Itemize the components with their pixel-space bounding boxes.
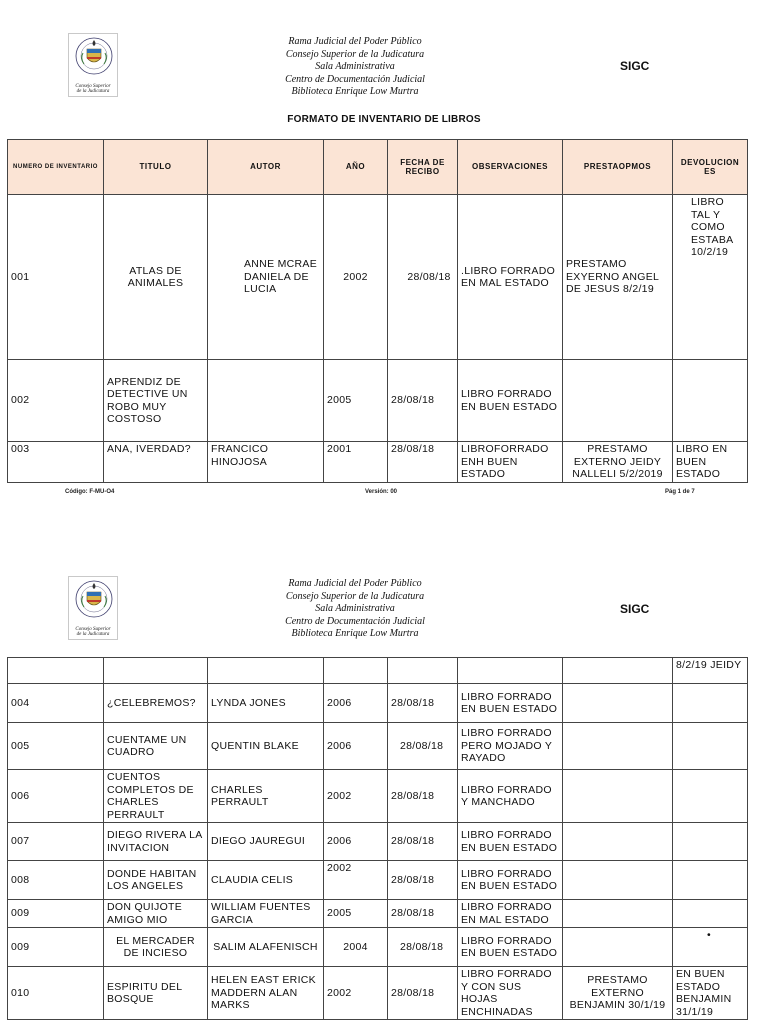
cell-author (208, 360, 324, 442)
cell-loans: PRESTAMO EXYERNO ANGEL DE JESUS 8/2/19 (563, 195, 673, 360)
institution-header (240, 578, 470, 641)
cell-title: ANA, IVERDAD? (104, 442, 208, 483)
cell-inventory-number: 010 (8, 967, 104, 1020)
institution-header (240, 36, 470, 99)
cell-title: APRENDIZ DE DETECTIVE UN ROBO MUY COSTOSO (104, 360, 208, 442)
cell-date: 28/08/18 (388, 861, 458, 900)
cell-year: 2002 (324, 195, 388, 360)
table-row (8, 967, 748, 1020)
cell-returns (673, 861, 748, 900)
document-title: FORMATO DE INVENTARIO DE LIBROS (287, 114, 481, 125)
institution-line: Sala Administrativa (315, 61, 395, 73)
cell-author: CHARLES PERRAULT (208, 770, 324, 823)
institution-line: Rama Judicial del Poder Público (288, 578, 422, 589)
cell-observations: LIBRO FORRADO EN BUEN ESTADO (458, 684, 563, 723)
column-header: DEVOLUCION ES (673, 140, 748, 195)
cell-title: CUENTOS COMPLETOS DE CHARLES PERRAULT (104, 770, 208, 823)
column-header: AÑO (324, 140, 388, 195)
cell-year: 2006 (324, 723, 388, 770)
cell-loans (563, 823, 673, 861)
table-row (8, 861, 748, 900)
cell-author: LYNDA JONES (208, 684, 324, 723)
cell-inventory-number (8, 658, 104, 684)
cell-inventory-number: 003 (8, 442, 104, 483)
cell-returns: LIBRO TAL Y COMO ESTABA 10/2/19 (673, 195, 748, 360)
cell-title: DIEGO RIVERA LA INVITACION (104, 823, 208, 861)
cell-year: 2006 (324, 823, 388, 861)
table-row (8, 360, 748, 442)
cell-observations: LIBRO FORRADO Y MANCHADO (458, 770, 563, 823)
table-row (8, 723, 748, 770)
cell-author: HELEN EAST ERICK MADDERN ALAN MARKS (208, 967, 324, 1020)
cell-year: 2002 (324, 770, 388, 823)
institution-line: Consejo Superior de la Judicatura (285, 590, 425, 602)
cell-year: 2002 (324, 861, 388, 900)
cell-loans (563, 770, 673, 823)
cell-title: DON QUIJOTE AMIGO MIO (104, 900, 208, 928)
institution-line: Centro de Documentación Judicial (285, 73, 425, 85)
cell-returns (673, 900, 748, 928)
cell-inventory-number: 009 (8, 900, 104, 928)
cell-inventory-number: 004 (8, 684, 104, 723)
cell-year: 2005 (324, 360, 388, 442)
cell-returns (673, 723, 748, 770)
cell-year: 2001 (324, 442, 388, 483)
cell-loans (563, 900, 673, 928)
cell-date: 28/08/18 (388, 723, 458, 770)
cell-loans (563, 723, 673, 770)
cell-returns (673, 684, 748, 723)
cell-title: ¿CELEBREMOS? (104, 684, 208, 723)
table-row (8, 928, 748, 967)
cell-date: 28/08/18 (388, 928, 458, 967)
cell-loans: PRESTAMO EXTERNO BENJAMIN 30/1/19 (563, 967, 673, 1020)
cell-year: 2006 (324, 684, 388, 723)
cell-observations: LIBRO FORRADO EN BUEN ESTADO (458, 360, 563, 442)
cell-observations: LIBRO FORRADO PERO MOJADO Y RAYADO (458, 723, 563, 770)
cell-author: SALIM ALAFENISCH (208, 928, 324, 967)
cell-observations: LIBRO FORRADO EN MAL ESTADO (458, 900, 563, 928)
cell-loans (563, 360, 673, 442)
cell-inventory-number: 006 (8, 770, 104, 823)
cell-date (388, 658, 458, 684)
cell-title: CUENTAME UN CUADRO (104, 723, 208, 770)
institution-line: Rama Judicial del Poder Público (288, 36, 422, 47)
coat-of-arms-icon (75, 579, 113, 619)
cell-author (208, 658, 324, 684)
judicial-logo (68, 576, 118, 640)
cell-date: 28/08/18 (388, 900, 458, 928)
cell-inventory-number: 005 (8, 723, 104, 770)
cell-returns: EN BUEN ESTADO BENJAMIN 31/1/19 (673, 967, 748, 1020)
coat-of-arms-icon (75, 36, 113, 76)
cell-returns: LIBRO EN BUEN ESTADO (673, 442, 748, 483)
cell-loans (563, 928, 673, 967)
cell-year: 2002 (324, 967, 388, 1020)
cell-loans: PRESTAMO EXTERNO JEIDY NALLELI 5/2/2019 (563, 442, 673, 483)
page-2 (0, 572, 768, 1024)
table-row (8, 684, 748, 723)
cell-inventory-number: 007 (8, 823, 104, 861)
cell-observations (458, 658, 563, 684)
cell-date: 28/08/18 (388, 823, 458, 861)
inventory-table-continued (7, 657, 748, 1020)
column-header: AUTOR (208, 140, 324, 195)
cell-date: 28/08/18 (388, 770, 458, 823)
column-header: PRESTAOPMOS (563, 140, 673, 195)
table-row (8, 823, 748, 861)
footer-page: Pág 1 de 7 (665, 489, 695, 495)
cell-date: 28/08/18 (388, 442, 458, 483)
cell-loans (563, 861, 673, 900)
table-row (8, 442, 748, 483)
institution-line: Consejo Superior de la Judicatura (285, 48, 425, 60)
logo-caption-1: Consejo Superior (75, 627, 111, 632)
cell-author: DIEGO JAUREGUI (208, 823, 324, 861)
column-header: OBSERVACIONES (458, 140, 563, 195)
table-row (8, 195, 748, 360)
cell-observations: LIBRO FORRADO EN BUEN ESTADO (458, 928, 563, 967)
judicial-logo (68, 33, 118, 97)
table-row (8, 658, 748, 684)
logo-caption-2: de la Judicatura (76, 632, 110, 637)
table-row (8, 770, 748, 823)
cell-observations: LIBRO FORRADO EN BUEN ESTADO (458, 823, 563, 861)
cell-observations: LIBROFORRADO ENH BUEN ESTADO (458, 442, 563, 483)
institution-line: Biblioteca Enrique Low Murtra (291, 86, 419, 98)
cell-returns: • (673, 928, 748, 967)
cell-observations: LIBRO FORRADO Y CON SUS HOJAS ENCHINADAS (458, 967, 563, 1020)
footer-version: Versión: 00 (365, 489, 398, 495)
cell-author: WILLIAM FUENTES GARCIA (208, 900, 324, 928)
cell-author: FRANCICO HINOJOSA (208, 442, 324, 483)
cell-date: 28/08/18 (388, 195, 458, 360)
cell-title: EL MERCADER DE INCIESO (104, 928, 208, 967)
cell-title: ATLAS DE ANIMALES (104, 195, 208, 360)
cell-date: 28/08/18 (388, 360, 458, 442)
cell-observations: LIBRO FORRADO EN BUEN ESTADO (458, 861, 563, 900)
cell-author: QUENTIN BLAKE (208, 723, 324, 770)
cell-title: DONDE HABITAN LOS ANGELES (104, 861, 208, 900)
column-header: NUMERO DE INVENTARIO (8, 140, 104, 195)
cell-author: CLAUDIA CELIS (208, 861, 324, 900)
institution-line: Biblioteca Enrique Low Murtra (291, 628, 419, 640)
cell-inventory-number: 001 (8, 195, 104, 360)
cell-inventory-number: 009 (8, 928, 104, 967)
cell-year: 2004 (324, 928, 388, 967)
system-label: SIGC (620, 602, 650, 616)
cell-returns (673, 823, 748, 861)
page-1 (0, 0, 768, 510)
cell-observations: .LIBRO FORRADO EN MAL ESTADO (458, 195, 563, 360)
cell-loans (563, 658, 673, 684)
inventory-table (7, 139, 748, 483)
logo-caption-2: de la Judicatura (76, 89, 110, 94)
cell-year: 2005 (324, 900, 388, 928)
cell-returns (673, 360, 748, 442)
table-header-row (8, 140, 748, 195)
logo-caption-1: Consejo Superior (75, 84, 111, 89)
cell-year (324, 658, 388, 684)
column-header: FECHA DE RECIBO (388, 140, 458, 195)
column-header: TITULO (104, 140, 208, 195)
cell-loans (563, 684, 673, 723)
cell-inventory-number: 002 (8, 360, 104, 442)
cell-date: 28/08/18 (388, 684, 458, 723)
cell-title: ESPIRITU DEL BOSQUE (104, 967, 208, 1020)
system-label: SIGC (620, 59, 650, 73)
institution-line: Centro de Documentación Judicial (285, 615, 425, 627)
cell-author: ANNE MCRAE DANIELA DE LUCIA (208, 195, 324, 360)
cell-title (104, 658, 208, 684)
cell-returns (673, 770, 748, 823)
cell-date: 28/08/18 (388, 967, 458, 1020)
cell-returns: 8/2/19 JEIDY (673, 658, 748, 684)
cell-inventory-number: 008 (8, 861, 104, 900)
footer-code: Código: F-MU-O4 (65, 489, 115, 495)
institution-line: Sala Administrativa (315, 603, 395, 615)
table-row (8, 900, 748, 928)
